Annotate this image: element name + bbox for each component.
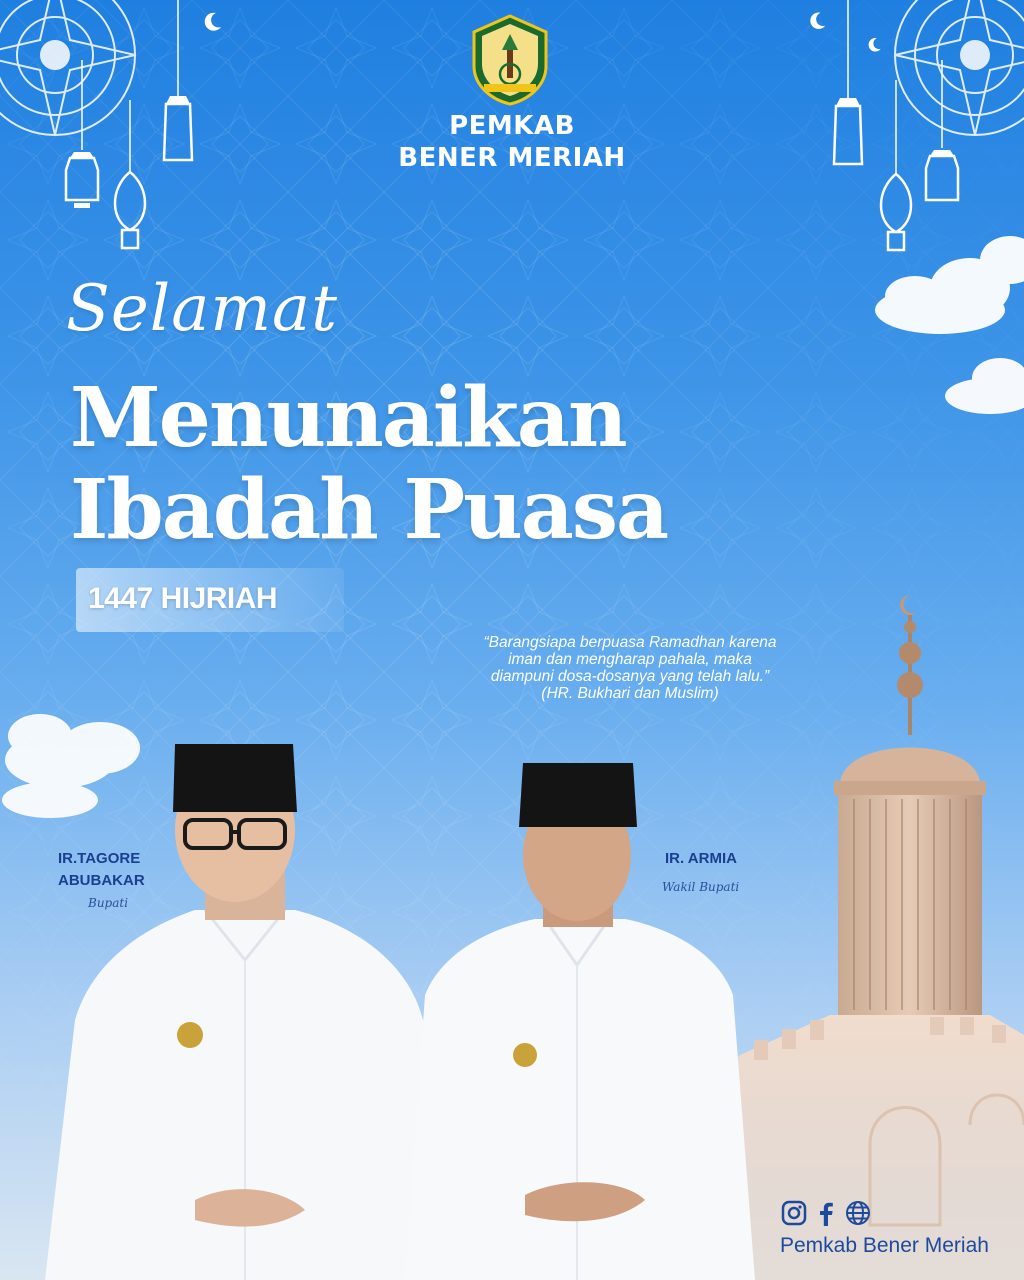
regency-logo <box>470 14 550 106</box>
greeting-headline <box>70 372 667 556</box>
lantern-icon <box>924 60 960 215</box>
hadith-quote <box>420 634 840 702</box>
social-icons <box>780 1198 872 1228</box>
org-name-line1: PEMKAB <box>449 111 575 141</box>
facebook-icon[interactable] <box>812 1199 840 1227</box>
regent-name-line1: IR.TAGORE <box>58 850 141 867</box>
greeting-script: Selamat <box>66 272 338 346</box>
crescent-moon-icon <box>806 10 828 32</box>
lantern-icon <box>62 60 102 215</box>
footer-account-name: Pemkab Bener Meriah <box>780 1234 989 1257</box>
year-text: 1447 HIJRIAH <box>88 582 278 615</box>
vice-regent-role: Wakil Bupati <box>662 880 740 894</box>
lantern-icon <box>830 0 866 172</box>
quote-source: (HR. Bukhari dan Muslim) <box>541 685 719 702</box>
vice-regent-photo <box>405 755 755 1280</box>
cloud <box>870 220 1024 340</box>
year-badge <box>76 568 344 632</box>
vice-regent-name: IR. ARMIA <box>665 850 737 867</box>
globe-icon[interactable] <box>844 1199 872 1227</box>
regent-role: Bupati <box>88 896 129 910</box>
cloud <box>940 350 1024 420</box>
regent-name <box>58 848 145 892</box>
lantern-icon <box>160 0 196 170</box>
crescent-moon-icon <box>865 36 883 54</box>
regent-name-line2: ABUBAKAR <box>58 872 145 889</box>
headline-line2: Ibadah Puasa <box>70 462 668 558</box>
quote-line: “Barangsiapa berpuasa Ramadhan karena <box>483 634 777 651</box>
org-name-line2: BENER MERIAH <box>398 143 626 173</box>
quote-line: diampuni dosa-dosanya yang telah lalu.” <box>490 668 770 685</box>
org-name <box>362 110 662 174</box>
regent-photo <box>45 730 445 1280</box>
instagram-icon[interactable] <box>780 1199 808 1227</box>
lantern-icon <box>108 100 152 255</box>
quote-line: iman dan mengharap pahala, maka <box>508 651 752 668</box>
headline-line1: Menunaikan <box>70 370 626 466</box>
crescent-moon-icon <box>200 10 224 34</box>
